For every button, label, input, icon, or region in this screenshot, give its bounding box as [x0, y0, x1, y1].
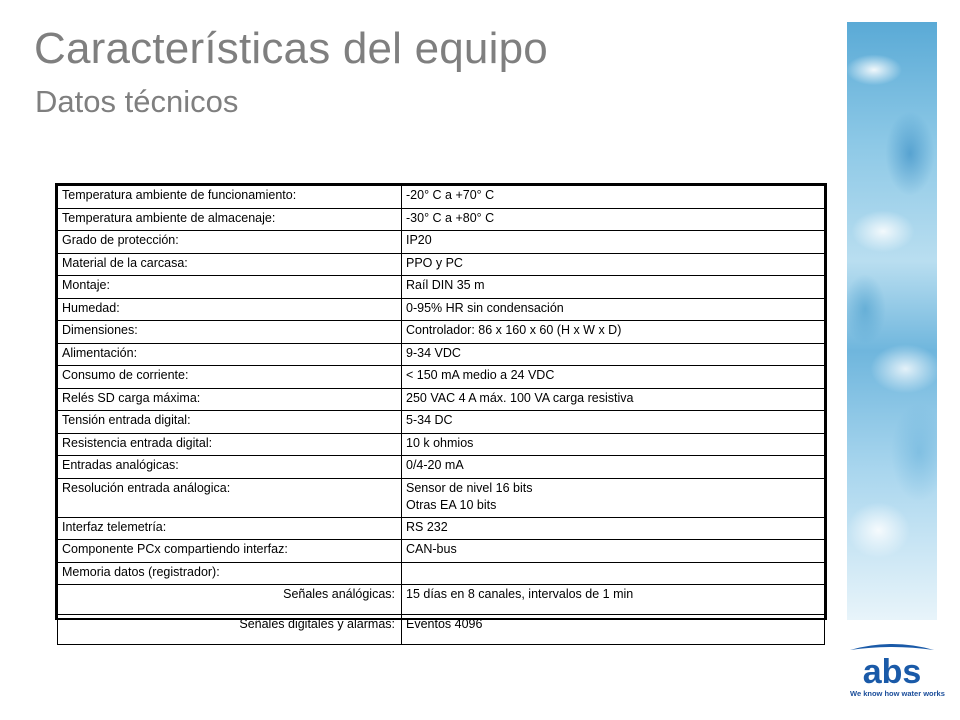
spec-value: Controlador: 86 x 160 x 60 (H x W x D): [402, 321, 825, 344]
spec-label: Material de la carcasa:: [58, 253, 402, 276]
table-row: [58, 411, 825, 434]
spec-label: Temperatura ambiente de funcionamiento:: [58, 186, 402, 209]
page-title: Características del equipo: [34, 24, 548, 73]
spec-value: [402, 562, 825, 585]
spec-value-line: Otras EA 10 bits: [406, 497, 497, 512]
spec-value: 5-34 DC: [402, 411, 825, 434]
table-row: [58, 540, 825, 563]
spec-label: Señales digitales y alarmas:: [58, 615, 402, 645]
table-row: [58, 208, 825, 231]
spec-value: -20° C a +70° C: [402, 186, 825, 209]
table-row: [58, 321, 825, 344]
logo-text: abs: [862, 653, 922, 691]
spec-value: CAN-bus: [402, 540, 825, 563]
spec-value: IP20: [402, 231, 825, 254]
spec-label: Relés SD carga máxima:: [58, 388, 402, 411]
spec-value: 250 VAC 4 A máx. 100 VA carga resistiva: [402, 388, 825, 411]
spec-value-line: Sensor de nivel 16 bits: [406, 480, 533, 495]
spec-label: Dimensiones:: [58, 321, 402, 344]
spec-value: < 150 mA medio a 24 VDC: [402, 366, 825, 389]
spec-value: 0-95% HR sin condensación: [402, 298, 825, 321]
spec-label: Interfaz telemetría:: [58, 517, 402, 540]
spec-value: PPO y PC: [402, 253, 825, 276]
table-row: [58, 478, 825, 517]
table-row: [58, 276, 825, 299]
table-row: [58, 231, 825, 254]
water-image-strip: [847, 22, 937, 620]
spec-label: Humedad:: [58, 298, 402, 321]
spec-value: 10 k ohmios: [402, 433, 825, 456]
spec-label: Componente PCx compartiendo interfaz:: [58, 540, 402, 563]
spec-label: Señales análógicas:: [58, 585, 402, 615]
table-row: [58, 388, 825, 411]
spec-value: [402, 478, 825, 517]
spec-label: Alimentación:: [58, 343, 402, 366]
spec-value: RS 232: [402, 517, 825, 540]
table-row: [58, 585, 825, 615]
table-row: [58, 253, 825, 276]
spec-label: Entradas analógicas:: [58, 456, 402, 479]
spec-label: Montaje:: [58, 276, 402, 299]
table-row: [58, 615, 825, 645]
spec-label: Consumo de corriente:: [58, 366, 402, 389]
spec-value: -30° C a +80° C: [402, 208, 825, 231]
spec-label: Resolución entrada análogica:: [58, 478, 402, 517]
page-subtitle: Datos técnicos: [35, 84, 239, 119]
spec-label: Resistencia entrada digital:: [58, 433, 402, 456]
spec-label: Tensión entrada digital:: [58, 411, 402, 434]
table-row: [58, 517, 825, 540]
spec-value: Eventos 4096: [402, 615, 825, 645]
logo-arc: [850, 644, 934, 650]
spec-value: 15 días en 8 canales, intervalos de 1 min: [402, 585, 825, 615]
logo-tagline: We know how water works: [850, 689, 945, 698]
spec-value: 9-34 VDC: [402, 343, 825, 366]
table-row: [58, 298, 825, 321]
table-row: [58, 186, 825, 209]
spec-label: Temperatura ambiente de almacenaje:: [58, 208, 402, 231]
table-row: [58, 456, 825, 479]
specs-table: [55, 183, 827, 631]
table-row: [58, 433, 825, 456]
spec-value: 0/4-20 mA: [402, 456, 825, 479]
spec-label: Grado de protección:: [58, 231, 402, 254]
table-row: [58, 343, 825, 366]
table-row: [58, 562, 825, 585]
table-row: [58, 366, 825, 389]
spec-label: Memoria datos (registrador):: [58, 562, 402, 585]
spec-value: Raíl DIN 35 m: [402, 276, 825, 299]
